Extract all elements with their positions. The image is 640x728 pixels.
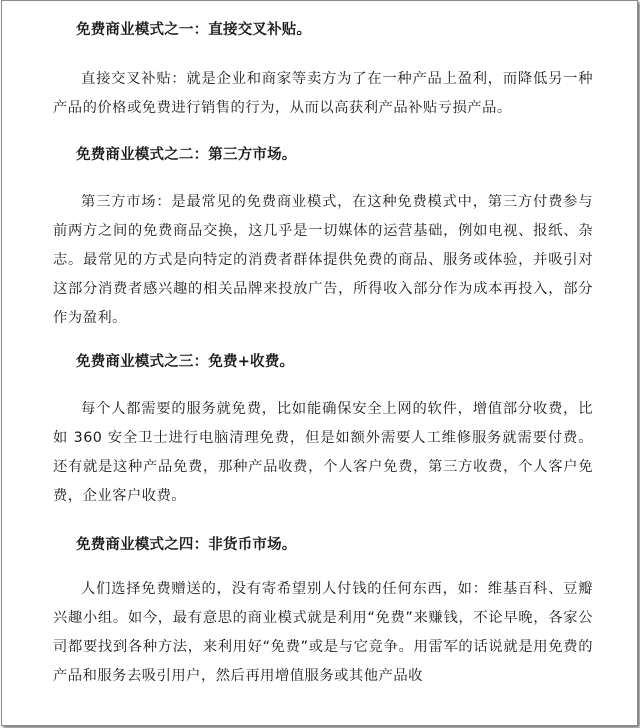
section-1-paragraph: 直接交叉补贴：就是企业和商家等卖方为了在一种产品上盈利，而降低另一种产品的价格或免费进行销售的行为，从而以高获利产品补贴亏损产品。	[53, 71, 593, 116]
section-1-heading: 免费商业模式之一：直接交叉补贴。	[76, 21, 312, 38]
section-2-paragraph: 第三方市场：是最常见的免费商业模式，在这种免费模式中，第三方付费参与前两方之间的免费商品交换，这几乎是一切媒体的运营基础，例如电视、报纸、杂志。最常见的方式是向特定的消费者群体提供免费的商品、服务或体验，并吸引对这部分消费者感兴趣的相关品牌来投放广告，所得收入部分作为成本再投入，部分作为盈利。	[53, 194, 593, 326]
section-2-heading: 免费商业模式之二：第三方市场。	[76, 146, 297, 163]
section-4-heading: 免费商业模式之四：非货币市场。	[76, 536, 297, 553]
section-3-paragraph: 每个人都需要的服务就免费，比如能确保安全上网的软件，增值部分收费，比如 360 安全卫士进行电脑清理免费，但是如额外需要人工维修服务就需要付费。还有就是这种产品免费，那种产品收费，个人客户免费，第三方收费，个人客户免费，企业客户收费。	[53, 401, 593, 504]
section-4-paragraph: 人们选择免费赠送的，没有寄希望别人付钱的任何东西，如：维基百科、豆瓣兴趣小组。如今，最有意思的商业模式就是利用“免费”来赚钱，不论早晚，各家公司都要找到各种方法，来利用好“免费”或是与它竞争。用雷军的话说就是用免费的产品和服务去吸引用户，然后再用增值服务或其他产品收	[53, 581, 593, 684]
section-3-heading: 免费商业模式之三：免费+收费。	[76, 353, 295, 370]
document-page	[1, 0, 638, 726]
